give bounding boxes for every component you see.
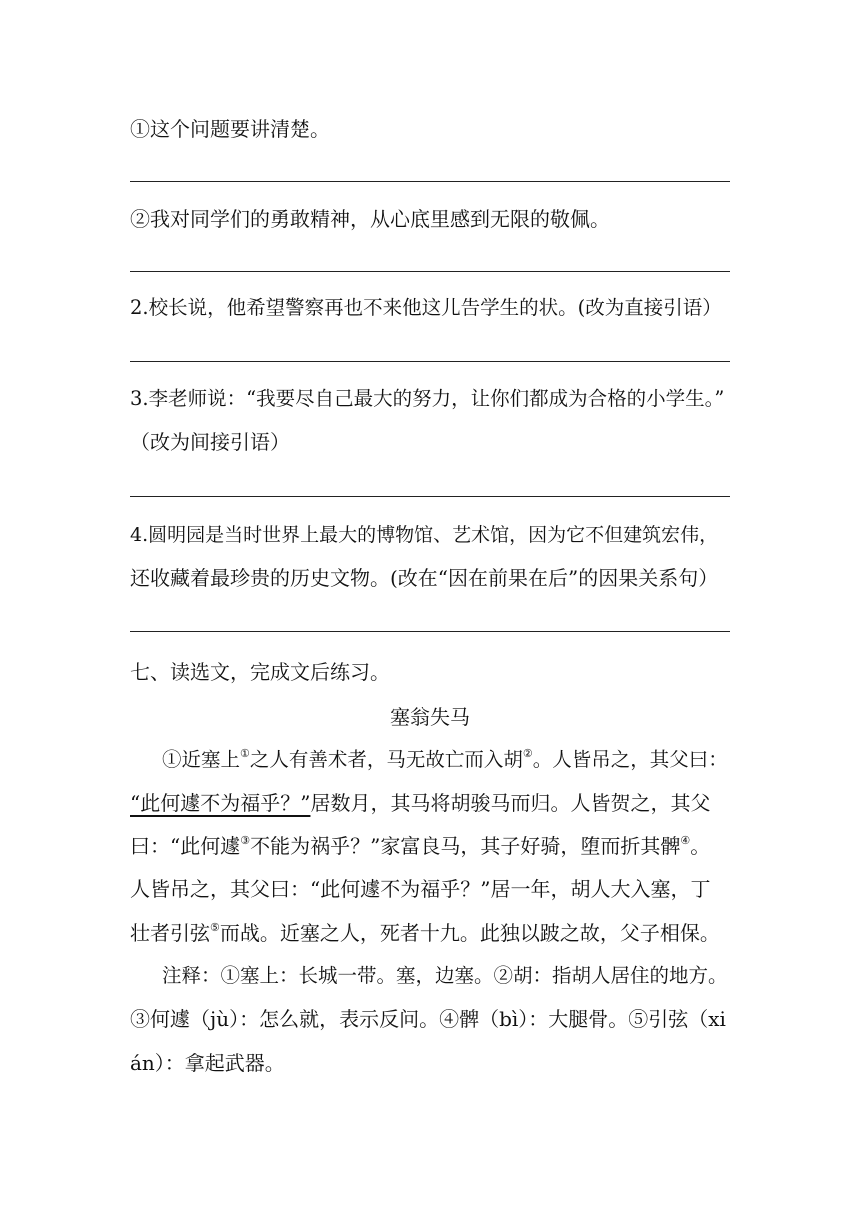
- answer-line-5[interactable]: [130, 631, 730, 632]
- notes-line-2: ③何遽（jù）：怎么就，表示反问。④髀（bì）：大腿骨。⑤引弦（xi: [130, 1007, 726, 1031]
- passage-text: 。: [690, 834, 711, 858]
- answer-line-3[interactable]: [130, 361, 730, 362]
- notes-line-3: án）：拿起武器。: [130, 1051, 285, 1075]
- footnote-mark-3: ③: [240, 834, 251, 847]
- passage-text: 。人皆吊之，其父曰：: [532, 748, 728, 771]
- answer-line-2[interactable]: [130, 271, 730, 272]
- passage-title: 塞翁失马: [390, 705, 470, 729]
- passage-text: ①近塞上: [162, 748, 241, 771]
- passage-line-4: 人皆吊之，其父曰：“此何遽不为福乎？”居一年，胡人大入塞，丁: [130, 877, 711, 901]
- passage-text: 居数月，其马将胡骏马而归。人皆贺之，其父: [310, 791, 711, 815]
- exercise-3-line-2: （改为间接引语）: [130, 430, 290, 454]
- exercise-3-line-1: 3.李老师说：“我要尽自己最大的努力，让你们都成为合格的小学生。”: [130, 387, 725, 410]
- passage-line-5: [130, 919, 730, 947]
- exercise-1-item-1: ①这个问题要讲清楚。: [130, 117, 330, 141]
- underlined-quote: “此何遽不为福乎？”: [130, 791, 311, 815]
- section-7-heading: 七、读选文，完成文后练习。: [130, 660, 390, 684]
- passage-line-2: [130, 789, 730, 817]
- passage-text: 壮者引弦: [130, 921, 210, 945]
- exercise-1-item-2: ②我对同学们的勇敢精神，从心底里感到无限的敬佩。: [130, 207, 610, 231]
- passage-text: 之人有善术者，马无故亡而入胡: [249, 748, 523, 771]
- passage-text: 而战。近塞之人，死者十九。此独以跛之故，父子相保。: [219, 921, 720, 945]
- passage-line-1: [162, 746, 730, 774]
- exercise-4-line-1: 4.圆明园是当时世界上最大的博物馆、艺术馆，因为它不但建筑宏伟，: [130, 524, 719, 546]
- footnote-mark-4: ④: [680, 834, 691, 847]
- footnote-mark-2: ②: [522, 747, 533, 760]
- passage-text: 不能为祸乎？”家富良马，其子好骑，堕而折其髀: [250, 834, 681, 858]
- answer-line-1[interactable]: [130, 181, 730, 182]
- notes-line-1: 注释：①塞上：长城一带。塞，边塞。②胡：指胡人居住的地方。: [162, 964, 728, 987]
- exercise-2: 2.校长说，他希望警察再也不来他这儿告学生的状。(改为直接引语）: [130, 296, 722, 319]
- answer-line-4[interactable]: [130, 496, 730, 497]
- exercise-4-line-2: 还收藏着最珍贵的历史文物。(改在“因在前果在后”的因果关系句）: [130, 566, 719, 590]
- footnote-mark-5: ⑤: [210, 921, 220, 934]
- passage-text: 曰：“此何遽: [130, 834, 241, 858]
- passage-line-3: [130, 832, 730, 860]
- footnote-mark-1: ①: [240, 747, 250, 760]
